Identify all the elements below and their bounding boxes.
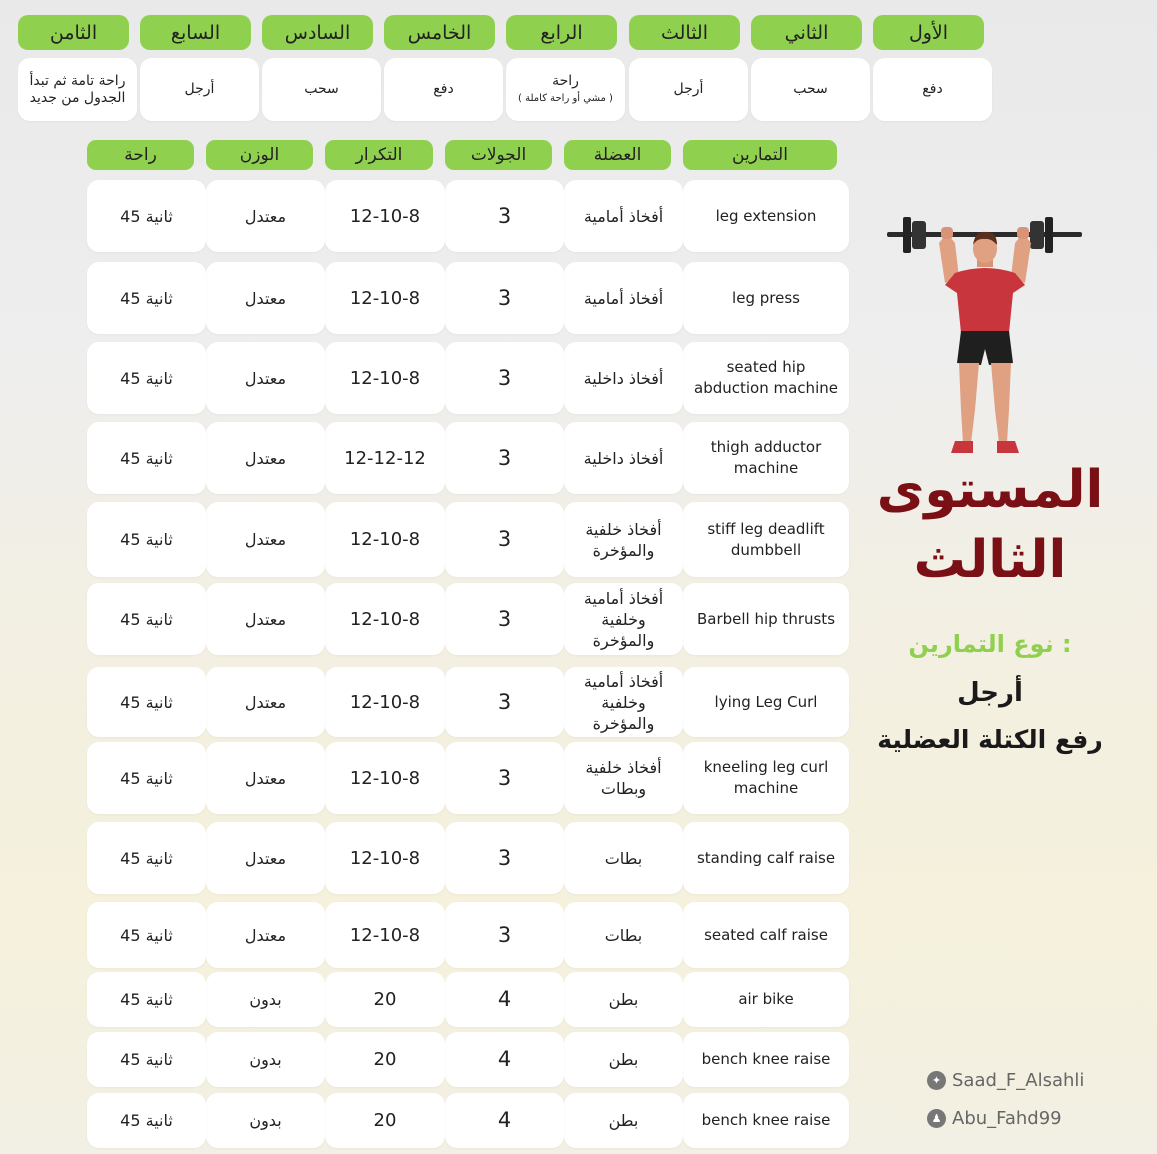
day-plan	[384, 58, 503, 121]
cell-reps: 12-10-8	[325, 502, 445, 577]
twitter-handle[interactable]	[927, 1070, 1084, 1091]
cell-rest: 45 ثانية	[87, 667, 206, 737]
weightlifter-illustration	[885, 205, 1085, 460]
cell-sets: 4	[445, 972, 564, 1027]
day-plan	[873, 58, 992, 121]
cell-exercise: kneeling leg curl machine	[683, 742, 849, 814]
cell-weight: معتدل	[206, 583, 325, 655]
cell-exercise: leg extension	[683, 180, 849, 252]
cell-sets: 3	[445, 262, 564, 334]
day-plan	[262, 58, 381, 121]
day-label: الثالث	[629, 15, 740, 50]
cell-rest: 45 ثانية	[87, 1093, 206, 1148]
cell-reps: 12-10-8	[325, 180, 445, 252]
day-plan-note: ( مشي أو راحة كاملة )	[518, 92, 613, 104]
cell-weight: معتدل	[206, 502, 325, 577]
cell-exercise: stiff leg deadlift dumbbell	[683, 502, 849, 577]
cell-muscle: أفخاذ أمامية	[564, 262, 683, 334]
cell-rest: 45 ثانية	[87, 180, 206, 252]
cell-muscle: بطات	[564, 822, 683, 894]
cell-rest: 45 ثانية	[87, 1032, 206, 1087]
cell-exercise: seated hip abduction machine	[683, 342, 849, 414]
day-plan-text: راحة تامة ثم تبدأ الجدول من جديد	[29, 72, 126, 106]
day-plan	[751, 58, 870, 121]
cell-sets: 3	[445, 422, 564, 494]
cell-sets: 3	[445, 502, 564, 577]
cell-reps: 12-10-8	[325, 583, 445, 655]
cell-reps: 20	[325, 1093, 445, 1148]
day-plan-text: سحب	[793, 81, 828, 97]
cell-muscle: أفخاذ داخلية	[564, 342, 683, 414]
cell-weight: معتدل	[206, 262, 325, 334]
cell-rest: 45 ثانية	[87, 422, 206, 494]
cell-reps: 12-10-8	[325, 262, 445, 334]
cell-reps: 12-10-8	[325, 742, 445, 814]
exercise-type-label: نوع التمارين :	[908, 630, 1072, 658]
cell-sets: 3	[445, 822, 564, 894]
cell-muscle: أفخاذ خلفية وبطات	[564, 742, 683, 814]
cell-sets: 4	[445, 1032, 564, 1087]
cell-exercise: bench knee raise	[683, 1032, 849, 1087]
cell-exercise: Barbell hip thrusts	[683, 583, 849, 655]
cell-muscle: أفخاذ أمامية	[564, 180, 683, 252]
day-plan-text: سحب	[304, 81, 339, 97]
cell-muscle: بطن	[564, 1032, 683, 1087]
cell-rest: 45 ثانية	[87, 583, 206, 655]
exercise-type-value: أرجل	[957, 678, 1023, 708]
cell-muscle: أفخاذ أمامية وخلفية والمؤخرة	[564, 667, 683, 737]
day-label: الثاني	[751, 15, 862, 50]
cell-weight: بدون	[206, 1032, 325, 1087]
cell-sets: 3	[445, 583, 564, 655]
cell-weight: معتدل	[206, 422, 325, 494]
day-plan-text: دفع	[433, 81, 454, 97]
cell-exercise: standing calf raise	[683, 822, 849, 894]
cell-rest: 45 ثانية	[87, 262, 206, 334]
cell-reps: 20	[325, 972, 445, 1027]
day-label: الخامس	[384, 15, 495, 50]
cell-rest: 45 ثانية	[87, 502, 206, 577]
exercise-goal: رفع الكتلة العضلية	[877, 725, 1103, 754]
cell-sets: 3	[445, 667, 564, 737]
cell-reps: 20	[325, 1032, 445, 1087]
cell-weight: معتدل	[206, 822, 325, 894]
cell-muscle: بطن	[564, 972, 683, 1027]
snapchat-icon: ♟	[927, 1109, 946, 1128]
cell-reps: 12-10-8	[325, 902, 445, 968]
level-title-line1: المستوى	[876, 460, 1104, 520]
day-plan-text: أرجل	[673, 81, 704, 97]
header-reps: التكرار	[325, 140, 433, 170]
cell-reps: 12-12-12	[325, 422, 445, 494]
day-plan	[140, 58, 259, 121]
cell-reps: 12-10-8	[325, 667, 445, 737]
cell-sets: 3	[445, 742, 564, 814]
cell-muscle: أفخاذ أمامية وخلفية والمؤخرة	[564, 583, 683, 655]
day-label: السادس	[262, 15, 373, 50]
day-plan	[506, 58, 625, 121]
cell-muscle: أفخاذ خلفية والمؤخرة	[564, 502, 683, 577]
cell-exercise: leg press	[683, 262, 849, 334]
header-sets: الجولات	[445, 140, 552, 170]
header-muscle: العضلة	[564, 140, 671, 170]
level-title	[870, 455, 1110, 595]
day-label: السابع	[140, 15, 251, 50]
cell-rest: 45 ثانية	[87, 742, 206, 814]
snapchat-handle-text: Abu_Fahd99	[952, 1108, 1062, 1129]
cell-muscle: بطن	[564, 1093, 683, 1148]
cell-sets: 4	[445, 1093, 564, 1148]
cell-weight: بدون	[206, 1093, 325, 1148]
level-title-line2: الثالث	[913, 530, 1067, 590]
cell-sets: 3	[445, 180, 564, 252]
cell-weight: معتدل	[206, 902, 325, 968]
cell-exercise: seated calf raise	[683, 902, 849, 968]
cell-exercise: air bike	[683, 972, 849, 1027]
day-label: الرابع	[506, 15, 617, 50]
cell-weight: معتدل	[206, 667, 325, 737]
cell-rest: 45 ثانية	[87, 972, 206, 1027]
cell-exercise: bench knee raise	[683, 1093, 849, 1148]
cell-weight: معتدل	[206, 742, 325, 814]
day-plan	[629, 58, 748, 121]
cell-weight: معتدل	[206, 180, 325, 252]
cell-muscle: بطات	[564, 902, 683, 968]
twitter-icon: ✦	[927, 1071, 946, 1090]
day-plan-text: راحة	[552, 72, 579, 89]
twitter-handle-text: Saad_F_Alsahli	[952, 1070, 1085, 1091]
header-weight: الوزن	[206, 140, 313, 170]
cell-rest: 45 ثانية	[87, 902, 206, 968]
cell-rest: 45 ثانية	[87, 822, 206, 894]
cell-sets: 3	[445, 342, 564, 414]
header-exercise: التمارين	[683, 140, 837, 170]
cell-rest: 45 ثانية	[87, 342, 206, 414]
day-plan	[18, 58, 137, 121]
cell-reps: 12-10-8	[325, 342, 445, 414]
cell-exercise: lying Leg Curl	[683, 667, 849, 737]
day-label: الثامن	[18, 15, 129, 50]
header-rest: راحة	[87, 140, 194, 170]
cell-muscle: أفخاذ داخلية	[564, 422, 683, 494]
cell-weight: معتدل	[206, 342, 325, 414]
cell-weight: بدون	[206, 972, 325, 1027]
snapchat-handle[interactable]	[927, 1108, 1062, 1129]
cell-reps: 12-10-8	[325, 822, 445, 894]
day-label: الأول	[873, 15, 984, 50]
cell-sets: 3	[445, 902, 564, 968]
day-plan-text: أرجل	[184, 81, 215, 97]
day-plan-text: دفع	[922, 81, 943, 97]
cell-exercise: thigh adductor machine	[683, 422, 849, 494]
